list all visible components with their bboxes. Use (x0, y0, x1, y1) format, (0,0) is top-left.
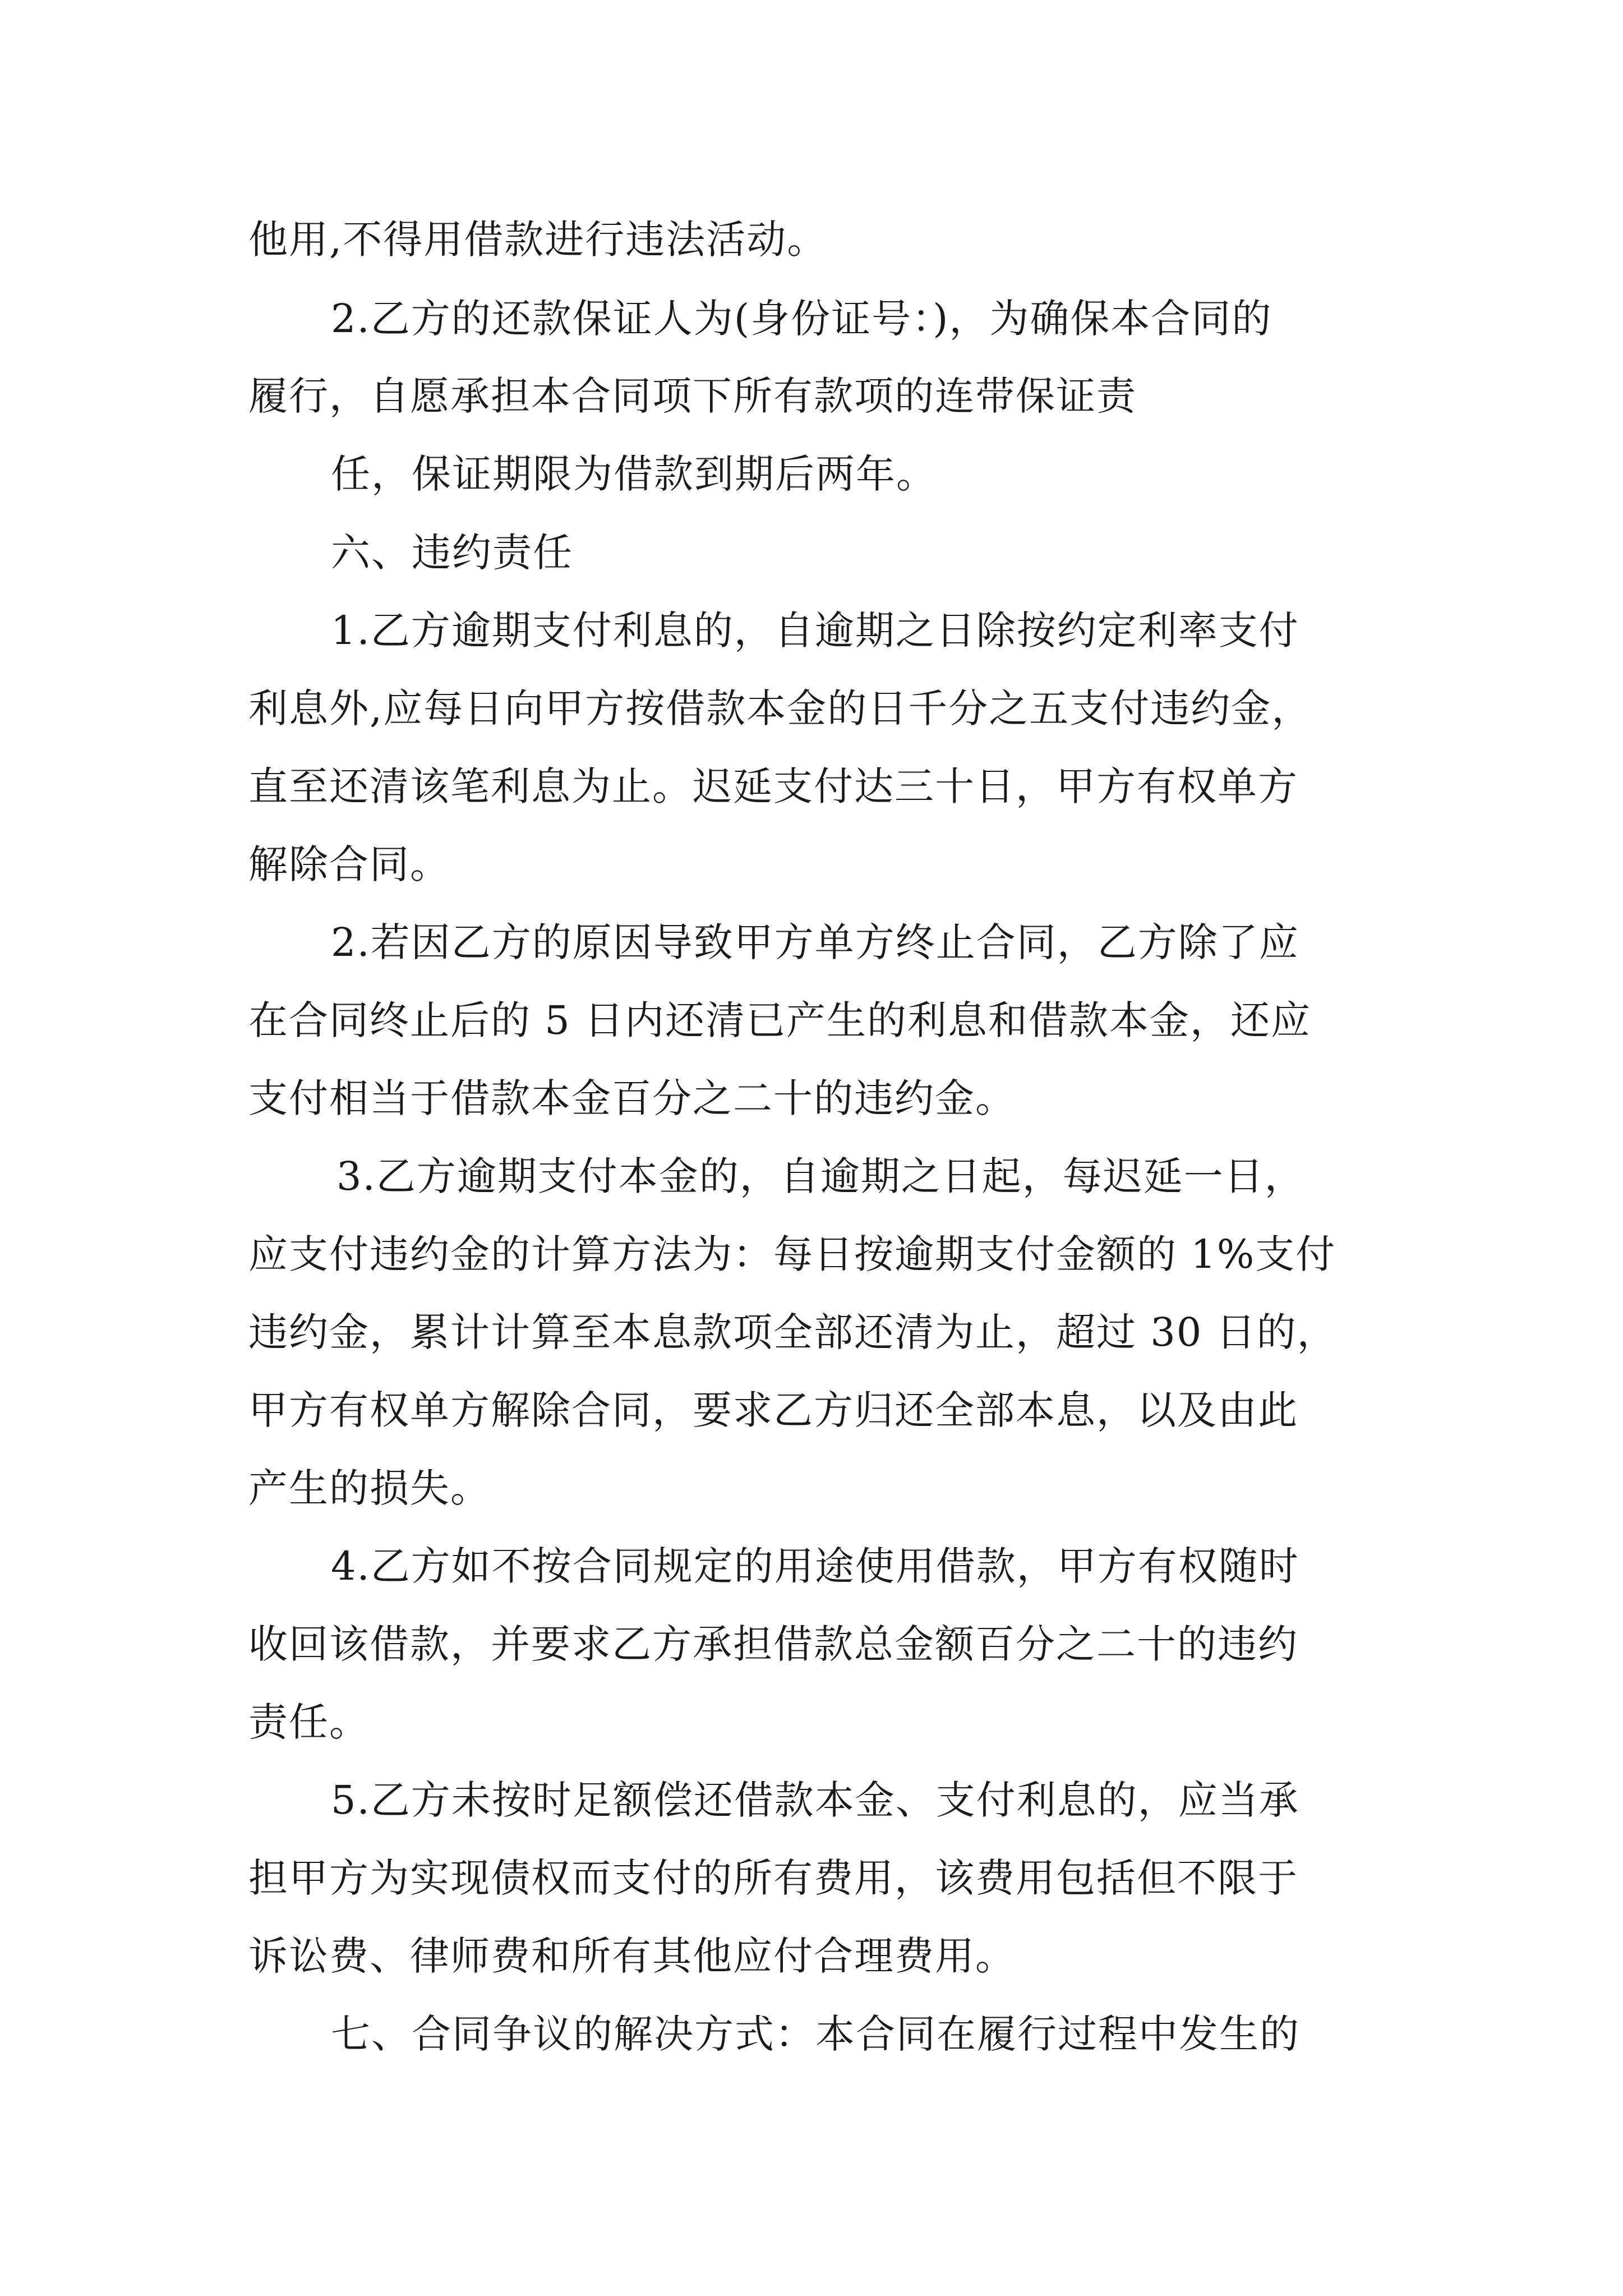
text-line: 利息外,应每日向甲方按借款本金的日千分之五支付违约金， (248, 685, 1312, 731)
text-line: 诉讼费、律师费和所有其他应付合理费用。 (248, 1933, 1016, 1979)
section-heading: 六、违约责任 (331, 530, 573, 576)
text-line: 产生的损失。 (248, 1465, 491, 1511)
text-line: 3.乙方逾期支付本金的，自逾期之日起，每迟延一日， (336, 1153, 1305, 1199)
text-line: 应支付违约金的计算方法为：每日按逾期支付金额的 1%支付 (248, 1231, 1336, 1277)
text-line: 收回该借款，并要求乙方承担借款总金额百分之二十的违约 (248, 1621, 1298, 1667)
text-line: 解除合同。 (248, 841, 450, 887)
text-line: 任，保证期限为借款到期后两年。 (331, 451, 937, 497)
text-line: 支付相当于借款本金百分之二十的违约金。 (248, 1075, 1016, 1121)
section-heading: 七、合同争议的解决方式：本合同在履行过程中发生的 (331, 2011, 1300, 2057)
text-line: 担甲方为实现债权而支付的所有费用，该费用包括但不限于 (248, 1855, 1298, 1901)
text-line: 违约金，累计计算至本息款项全部还清为止，超过 30 日的， (248, 1309, 1338, 1355)
text-line: 责任。 (248, 1699, 370, 1745)
text-line: 履行，自愿承担本合同项下所有款项的连带保证责 (248, 373, 1137, 419)
text-line: 在合同终止后的 5 日内还清已产生的利息和借款本金，还应 (248, 997, 1312, 1043)
text-line: 2.若因乙方的原因导致甲方单方终止合同，乙方除了应 (331, 919, 1299, 965)
text-line: 甲方有权单方解除合同，要求乙方归还全部本息，以及由此 (248, 1387, 1298, 1433)
text-line: 5.乙方未按时足额偿还借款本金、支付利息的，应当承 (331, 1777, 1299, 1823)
text-line: 直至还清该笔利息为止。迟延支付达三十日，甲方有权单方 (248, 763, 1298, 809)
text-line: 他用,不得用借款进行违法活动。 (248, 217, 828, 263)
text-line: 4.乙方如不按合同规定的用途使用借款，甲方有权随时 (331, 1543, 1299, 1589)
text-line: 2.乙方的还款保证人为(身份证号：)，为确保本合同的 (331, 296, 1272, 342)
text-line: 1.乙方逾期支付利息的，自逾期之日除按约定利率支付 (331, 608, 1299, 654)
